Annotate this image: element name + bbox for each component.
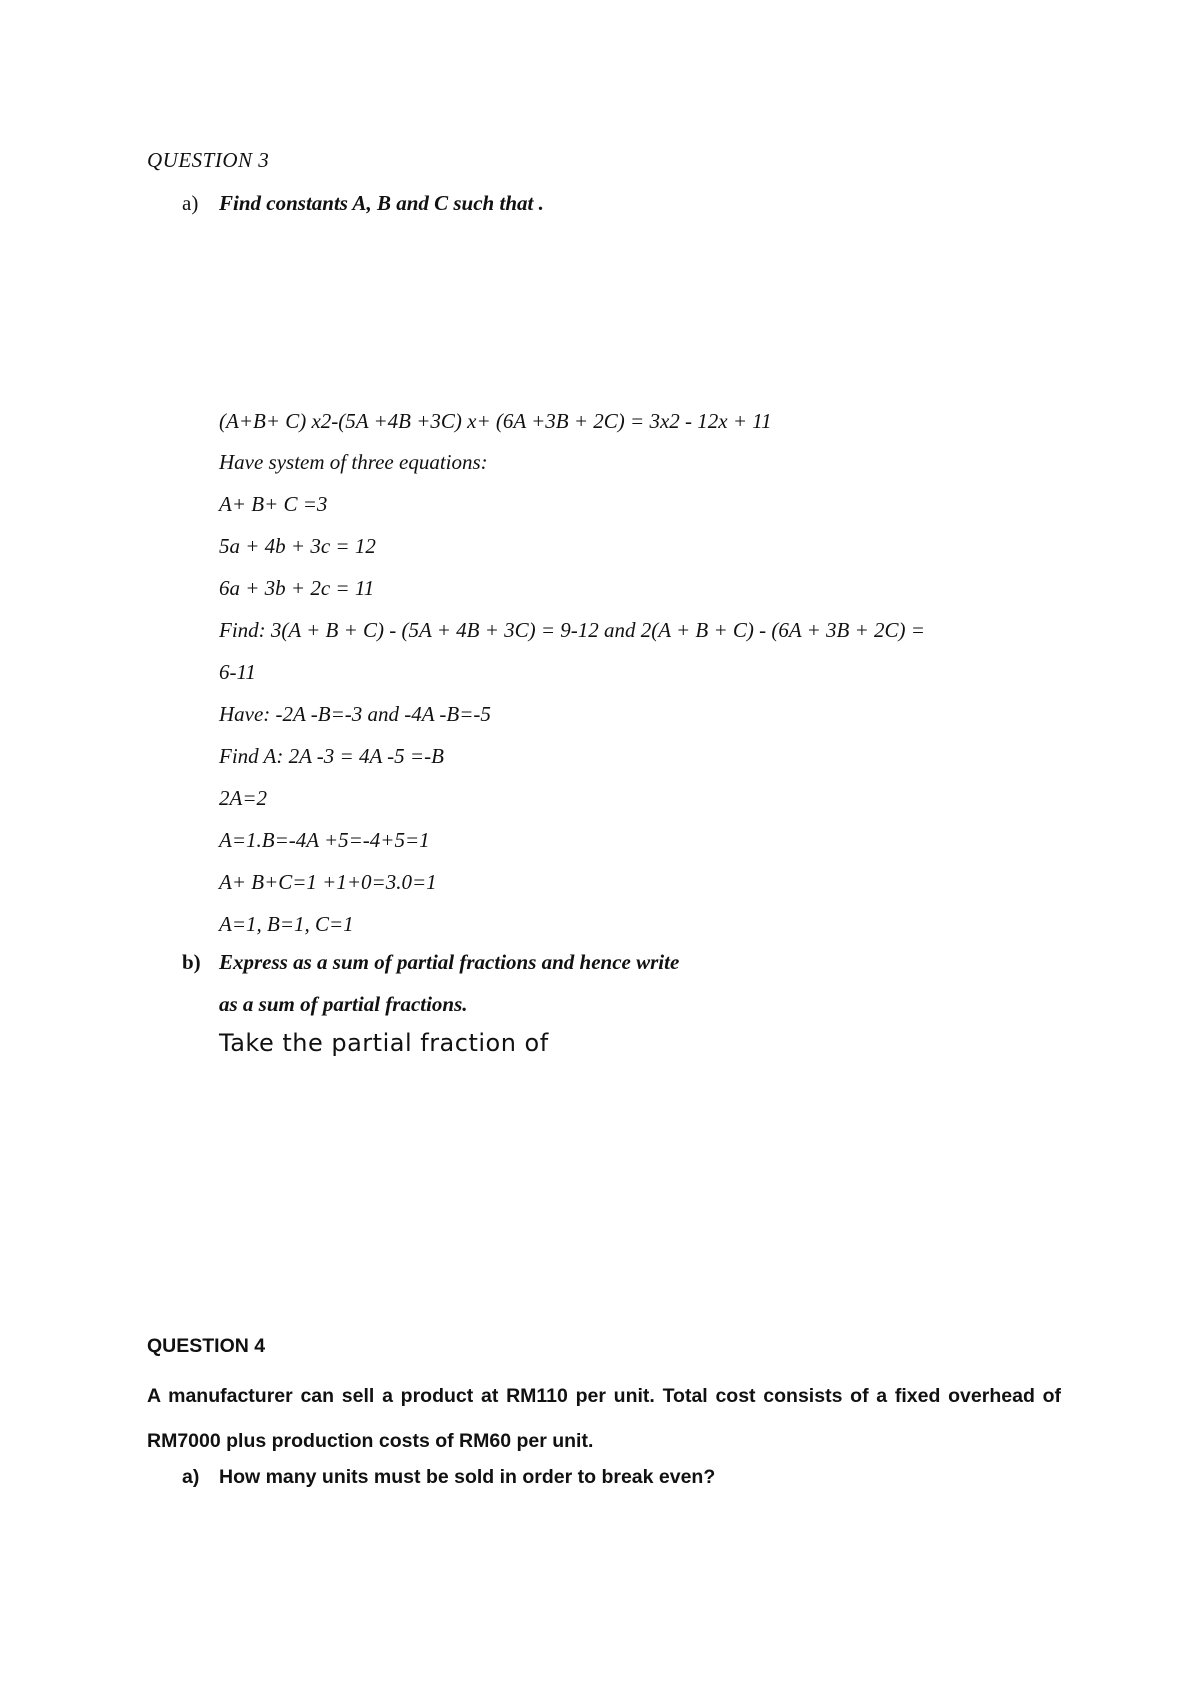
- question-4-heading: QUESTION 4: [147, 1335, 266, 1357]
- working-line: 5a + 4b + 3c = 12: [219, 534, 376, 558]
- question-4a-label: a): [182, 1466, 200, 1488]
- question-3b-prompt-line2: as a sum of partial fractions.: [219, 992, 468, 1016]
- question-4-paragraph: A manufacturer can sell a product at RM110 per unit. Total cost consists of a fixed overhead of RM7000 plus production costs of RM60 per unit.: [147, 1385, 1061, 1452]
- working-line: Find: 3(A + B + C) - (5A + 4B + 3C) = 9-12 and 2(A + B + C) - (6A + 3B + 2C) =: [219, 618, 925, 642]
- working-line: Have: -2A -B=-3 and -4A -B=-5: [219, 702, 491, 726]
- question-3a-prompt: Find constants A, B and C such that .: [219, 191, 544, 215]
- working-line: A+ B+ C =3: [219, 492, 328, 516]
- working-line: A=1, B=1, C=1: [219, 912, 354, 936]
- working-line: 2A=2: [219, 786, 267, 810]
- question-3b-answer: Take the partial fraction of: [219, 1029, 549, 1057]
- working-line: Find A: 2A -3 = 4A -5 =-B: [219, 744, 444, 768]
- working-line: 6-11: [219, 660, 256, 684]
- working-line: (A+B+ C) x2-(5A +4B +3C) x+ (6A +3B + 2C) = 3x2 - 12x + 11: [219, 409, 772, 433]
- question-3-heading: QUESTION 3: [147, 148, 270, 172]
- question-3b-label: b): [182, 950, 201, 974]
- question-4a-prompt: How many units must be sold in order to break even?: [219, 1466, 716, 1488]
- working-line: Have system of three equations:: [219, 450, 488, 474]
- working-line: 6a + 3b + 2c = 11: [219, 576, 375, 600]
- question-3a-label: a): [182, 191, 199, 215]
- working-line: A+ B+C=1 +1+0=3.0=1: [219, 870, 437, 894]
- working-line: A=1.B=-4A +5=-4+5=1: [219, 828, 430, 852]
- question-3b-prompt-line1: Express as a sum of partial fractions and hence write: [219, 950, 680, 974]
